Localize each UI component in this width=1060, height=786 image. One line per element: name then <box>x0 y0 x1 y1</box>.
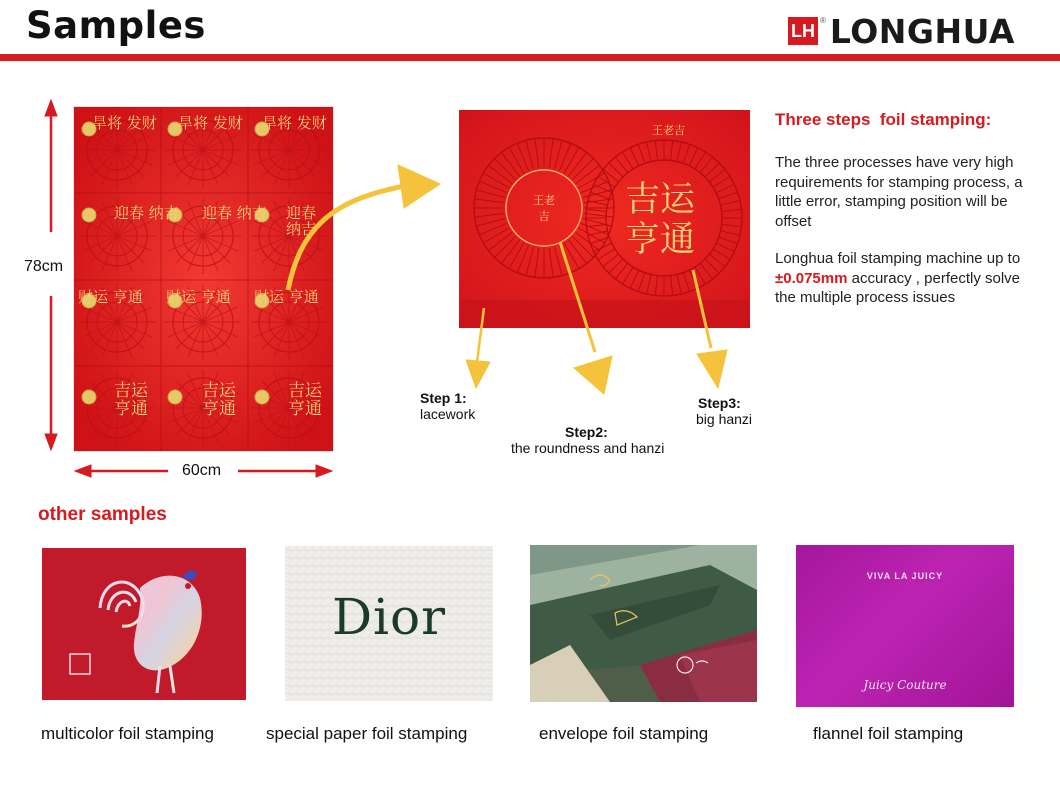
curved-arrow-head <box>398 165 440 208</box>
sheet-chars-row3: 财运 亨通 <box>78 288 143 306</box>
sheet-chars-row4b: 吉运 亨通 <box>202 381 236 419</box>
info-paragraph-2 <box>775 249 1045 308</box>
step2-arrow-head <box>574 356 612 394</box>
step1-block <box>420 390 475 422</box>
accuracy-value: ±0.075mm <box>775 269 848 287</box>
sheet-chars-row1b: 旱将 发财 <box>178 114 243 132</box>
info-paragraph-2-prefix: Longhua foil stamping machine up to <box>775 250 1021 267</box>
step3-arrow-head <box>697 350 727 388</box>
logo-text: LONGHUA <box>829 11 1015 51</box>
sheet-chars-row4c: 吉运 亨通 <box>288 381 322 419</box>
closeup-chars-circle: 王老吉 <box>533 194 555 223</box>
flannel-top-text: VIVA LA JUICY <box>866 571 944 581</box>
height-label: 78cm <box>24 258 64 275</box>
sheet-chars-row2: 迎春 纳吉 <box>114 204 179 222</box>
closeup-chars-big: 吉运亨通 <box>625 180 696 260</box>
sheet-chars-row1: 旱将 发财 <box>92 114 157 132</box>
step1-title: Step 1: <box>420 390 467 406</box>
three-steps-title: Three steps foil stamping: <box>775 110 992 129</box>
sheet-chars-row2b: 迎春 纳吉 <box>202 204 267 222</box>
caption-envelope: envelope foil stamping <box>539 724 709 743</box>
special-paper-sample-photo <box>285 546 493 701</box>
width-label: 60cm <box>182 462 222 479</box>
page-title: Samples <box>26 4 206 47</box>
sheet-chars-row3b: 财运 亨通 <box>166 288 231 306</box>
flannel-sample-photo <box>796 545 1014 707</box>
sheet-chars-row2c: 迎春 纳吉 <box>286 204 317 238</box>
info-paragraph-2-suffix: accuracy , perfectly solve the multiple process issues <box>775 269 1021 306</box>
step2-block <box>511 424 711 456</box>
multicolor-sample-photo <box>42 548 246 700</box>
dior-foil-text: Dior <box>331 588 447 646</box>
envelope-sample-photo <box>530 545 757 702</box>
step3-desc: big hanzi <box>696 411 753 427</box>
logo-mark-icon: LH <box>788 17 818 45</box>
caption-special-paper: special paper foil stamping <box>266 724 468 743</box>
caption-flannel: flannel foil stamping <box>813 724 964 743</box>
step3-arrow-line <box>693 270 711 348</box>
info-paragraph-1: The three processes have very high requirements for stamping process, a little error, stamping position will be offset <box>775 154 1023 230</box>
sheet-chars-row1c: 旱将 发财 <box>262 114 327 132</box>
closeup-chars-small: 王老吉 <box>652 124 685 137</box>
sheet-chars-row4: 吉运 亨通 <box>114 381 148 419</box>
step2-desc: the roundness and hanzi <box>511 440 665 456</box>
registered-mark: ® <box>820 16 826 25</box>
flannel-brand-text: Juicy Couture <box>863 678 947 692</box>
caption-multicolor: multicolor foil stamping <box>41 724 214 743</box>
step2-arrow-line <box>560 242 595 352</box>
step1-arrow-line <box>477 308 484 362</box>
step1-arrow-head <box>466 360 490 388</box>
curved-arrow-line <box>288 186 405 290</box>
step3-title: Step3: <box>698 395 741 411</box>
step3-block <box>696 395 752 427</box>
other-samples-heading: other samples <box>38 504 167 525</box>
step2-title: Step2: <box>565 424 608 440</box>
step1-desc: lacework <box>420 406 476 422</box>
sheet-chars-row3c: 财运 亨通 <box>254 288 319 306</box>
